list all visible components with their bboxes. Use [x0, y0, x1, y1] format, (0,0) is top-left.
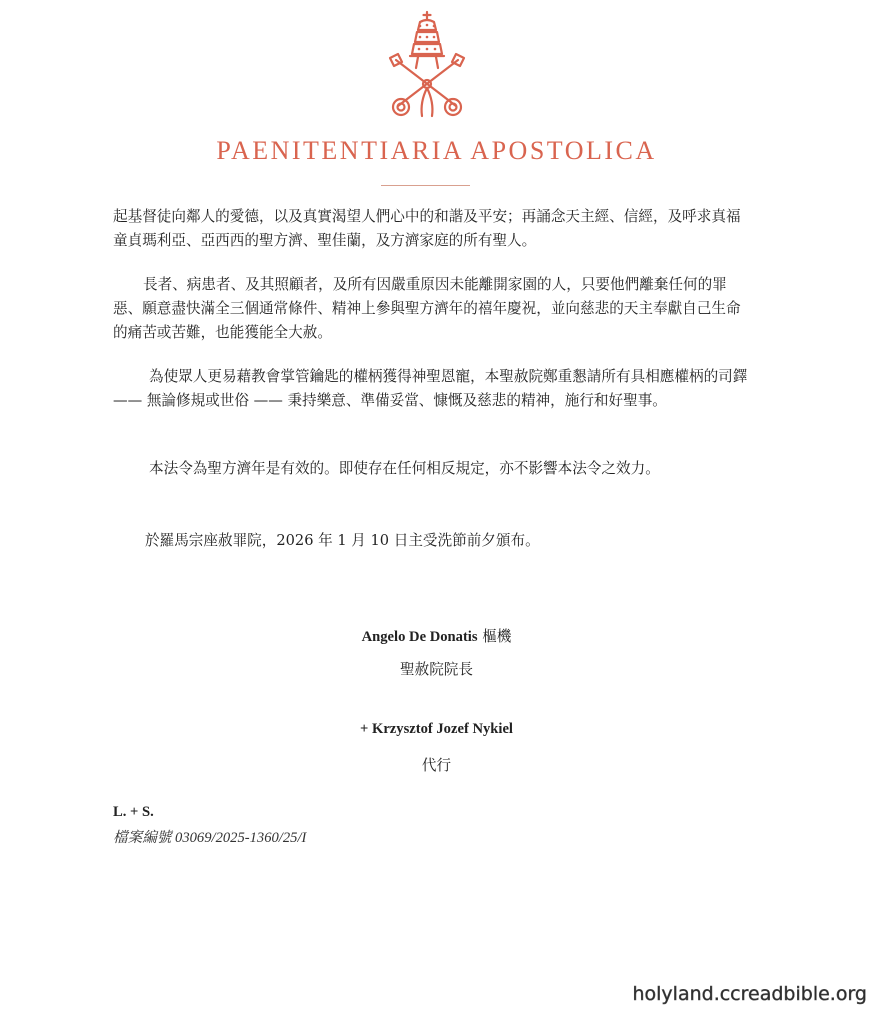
paragraph-3: 為使眾人更易藉教會掌管鑰匙的權柄獲得神聖恩寵，本聖赦院鄭重懇請所有具相應權柄的司鐸 —— 無論修規或世俗 —— 秉持樂意、準備妥當、慷慨及慈悲的精神，施行和好聖事。 [113, 368, 748, 410]
source-watermark: holyland.ccreadbible.org [632, 983, 867, 1005]
seal-mark: L. + S. [113, 804, 154, 820]
signatory-1-role: 聖赦院院長 [400, 661, 473, 678]
papal-keys-tiara-emblem [376, 10, 478, 122]
dating-line: 於羅馬宗座赦罪院，2026 年 1 月 10 日主受洗節前夕頒布。 [145, 532, 540, 549]
letterhead-title: PAENITENTIARIA APOSTOLICA [216, 136, 657, 165]
signatory-1-title: 樞機 [482, 628, 512, 645]
signatory-1-name: Angelo De Donatis [361, 629, 478, 645]
signatory-2-name: + Krzysztof Jozef Nykiel [360, 721, 513, 737]
paragraph-4: 本法令為聖方濟年是有效的。即使存在任何相反規定，亦不影響本法令之效力。 [149, 460, 660, 477]
letterhead-divider [381, 185, 470, 186]
protocol-number: 檔案編號 03069/2025-1360/25/I [113, 830, 307, 846]
paragraph-1: 起基督徒向鄰人的愛德，以及真實渴望人們心中的和諧及平安；再誦念天主經、信經，及呼求真福童貞瑪利亞、亞西西的聖方濟、聖佳蘭，及方濟家庭的所有聖人。 [113, 208, 741, 250]
paragraph-2: 長者、病患者、及其照顧者，及所有因嚴重原因未能離開家園的人，只要他們離棄任何的罪惡、願意盡快滿全三個通常條件、精神上參與聖方濟年的禧年慶祝，並向慈悲的天主奉獻自己生命的痛苦或苦難，也能獲能全大赦。 [113, 276, 741, 342]
signatory-2-role: 代行 [421, 757, 452, 774]
signatory-1 [0, 625, 873, 646]
